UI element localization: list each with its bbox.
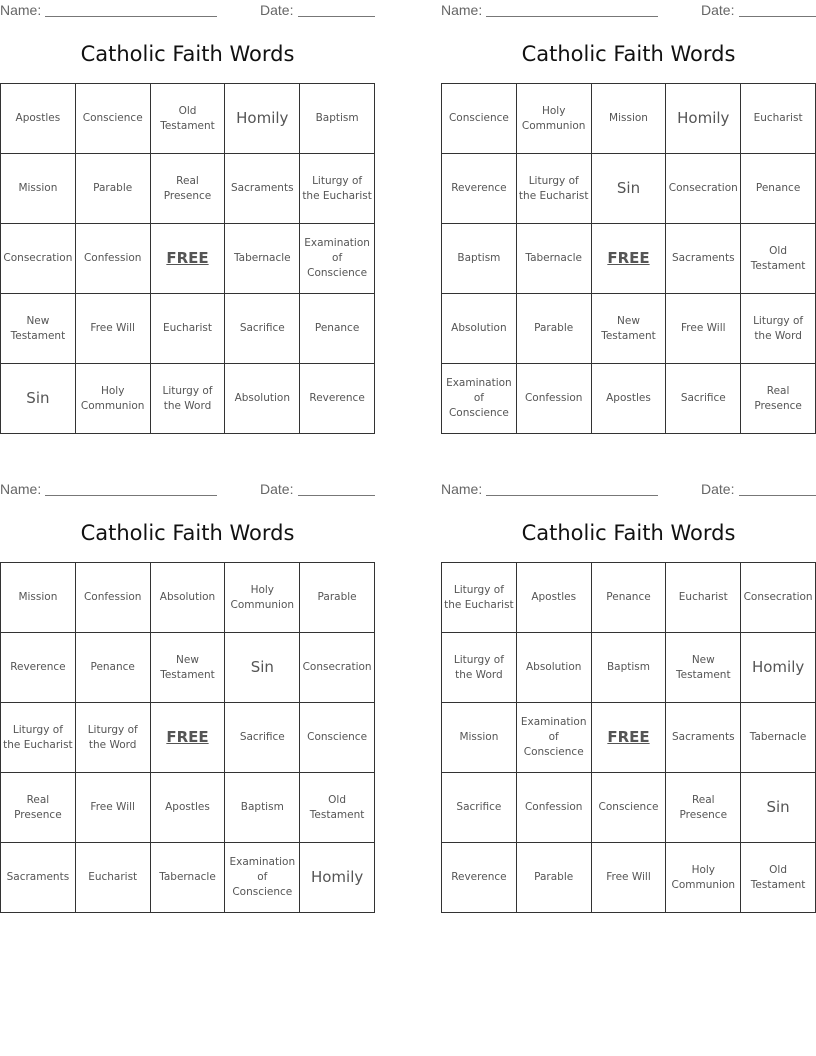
word-cell: Baptism — [300, 84, 375, 154]
word-cell: Apostles — [592, 364, 667, 434]
word-cell: Conscience — [442, 84, 517, 154]
word-cell: Examination of Conscience — [225, 843, 300, 913]
word-cell: Absolution — [225, 364, 300, 434]
word-cell: Liturgy of the Word — [741, 294, 816, 364]
word-cell: Liturgy of the Word — [442, 633, 517, 703]
word-cell: Holy Communion — [517, 84, 592, 154]
word-cell: Eucharist — [76, 843, 151, 913]
word-cell: Real Presence — [151, 154, 226, 224]
free-space-cell: FREE — [592, 224, 667, 294]
word-cell: Sacrifice — [666, 364, 741, 434]
word-cell: Mission — [592, 84, 667, 154]
word-cell: Sin — [225, 633, 300, 703]
word-cell: Old Testament — [741, 224, 816, 294]
name-label: Name: — [441, 481, 483, 497]
word-cell: Penance — [592, 563, 667, 633]
word-cell: Real Presence — [1, 773, 76, 843]
word-cell: Liturgy of the Word — [151, 364, 226, 434]
date-label: Date: — [260, 481, 294, 497]
word-cell: Old Testament — [300, 773, 375, 843]
word-cell: Penance — [741, 154, 816, 224]
name-blank — [486, 16, 658, 17]
word-cell: Old Testament — [741, 843, 816, 913]
word-cell: Sin — [741, 773, 816, 843]
word-cell: Reverence — [1, 633, 76, 703]
word-cell: Holy Communion — [225, 563, 300, 633]
name-blank — [486, 495, 658, 496]
word-cell: Liturgy of the Eucharist — [1, 703, 76, 773]
word-cell: Confession — [517, 364, 592, 434]
word-cell: New Testament — [666, 633, 741, 703]
word-cell: Parable — [76, 154, 151, 224]
word-cell: Old Testament — [151, 84, 226, 154]
word-cell: Homily — [666, 84, 741, 154]
word-cell: Consecration — [666, 154, 741, 224]
word-cell: Consecration — [741, 563, 816, 633]
word-cell: Mission — [1, 563, 76, 633]
word-cell: Sacraments — [666, 703, 741, 773]
word-cell: Liturgy of the Eucharist — [300, 154, 375, 224]
date-label: Date: — [701, 481, 735, 497]
name-label: Name: — [0, 481, 42, 497]
word-cell: Parable — [300, 563, 375, 633]
word-cell: Mission — [442, 703, 517, 773]
card-title: Catholic Faith Words — [80, 521, 295, 545]
word-cell: Sacrifice — [442, 773, 517, 843]
word-cell: Free Will — [76, 773, 151, 843]
date-blank — [739, 16, 816, 17]
word-cell: Confession — [517, 773, 592, 843]
word-cell: Sacraments — [1, 843, 76, 913]
word-cell: Eucharist — [741, 84, 816, 154]
word-cell: Reverence — [442, 154, 517, 224]
word-cell: Examination of Conscience — [442, 364, 517, 434]
bingo-grid — [0, 83, 375, 434]
word-cell: Real Presence — [666, 773, 741, 843]
free-space-cell: FREE — [151, 703, 226, 773]
word-cell: Tabernacle — [741, 703, 816, 773]
word-cell: Liturgy of the Eucharist — [442, 563, 517, 633]
word-cell: Sacraments — [666, 224, 741, 294]
word-cell: Absolution — [442, 294, 517, 364]
free-space-cell: FREE — [592, 703, 667, 773]
word-cell: Consecration — [300, 633, 375, 703]
name-label: Name: — [441, 2, 483, 18]
word-cell: Sacrifice — [225, 703, 300, 773]
word-cell: Absolution — [151, 563, 226, 633]
name-date-line — [0, 479, 375, 501]
word-cell: Liturgy of the Word — [76, 703, 151, 773]
word-cell: Mission — [1, 154, 76, 224]
word-cell: Apostles — [1, 84, 76, 154]
word-cell: Penance — [300, 294, 375, 364]
name-date-line — [0, 0, 375, 22]
word-cell: Sacrifice — [225, 294, 300, 364]
word-cell: Confession — [76, 563, 151, 633]
word-cell: Real Presence — [741, 364, 816, 434]
name-date-line — [441, 0, 816, 22]
word-cell: Tabernacle — [517, 224, 592, 294]
word-cell: Holy Communion — [76, 364, 151, 434]
word-cell: Homily — [300, 843, 375, 913]
word-cell: Conscience — [76, 84, 151, 154]
bingo-grid — [0, 562, 375, 913]
word-cell: Sin — [1, 364, 76, 434]
word-cell: Apostles — [517, 563, 592, 633]
bingo-grid — [441, 562, 816, 913]
word-cell: Apostles — [151, 773, 226, 843]
word-cell: Parable — [517, 843, 592, 913]
word-cell: Liturgy of the Eucharist — [517, 154, 592, 224]
word-cell: Free Will — [76, 294, 151, 364]
word-cell: Reverence — [300, 364, 375, 434]
word-cell: Examination of Conscience — [517, 703, 592, 773]
word-cell: Absolution — [517, 633, 592, 703]
date-blank — [298, 495, 375, 496]
word-cell: Conscience — [300, 703, 375, 773]
free-space-cell: FREE — [151, 224, 226, 294]
name-blank — [45, 16, 217, 17]
card-title: Catholic Faith Words — [80, 42, 295, 66]
name-date-line — [441, 479, 816, 501]
date-blank — [739, 495, 816, 496]
word-cell: Homily — [741, 633, 816, 703]
word-cell: Conscience — [592, 773, 667, 843]
word-cell: Tabernacle — [151, 843, 226, 913]
word-cell: Holy Communion — [666, 843, 741, 913]
word-cell: Consecration — [1, 224, 76, 294]
word-cell: Examination of Conscience — [300, 224, 375, 294]
word-cell: Eucharist — [666, 563, 741, 633]
date-label: Date: — [260, 2, 294, 18]
card-title: Catholic Faith Words — [521, 521, 736, 545]
bingo-grid — [441, 83, 816, 434]
word-cell: New Testament — [151, 633, 226, 703]
name-label: Name: — [0, 2, 42, 18]
name-blank — [45, 495, 217, 496]
word-cell: Baptism — [442, 224, 517, 294]
word-cell: Homily — [225, 84, 300, 154]
date-blank — [298, 16, 375, 17]
word-cell: Eucharist — [151, 294, 226, 364]
card-title: Catholic Faith Words — [521, 42, 736, 66]
word-cell: Free Will — [666, 294, 741, 364]
word-cell: Reverence — [442, 843, 517, 913]
word-cell: Confession — [76, 224, 151, 294]
word-cell: Parable — [517, 294, 592, 364]
word-cell: Free Will — [592, 843, 667, 913]
word-cell: Baptism — [592, 633, 667, 703]
word-cell: Tabernacle — [225, 224, 300, 294]
word-cell: New Testament — [592, 294, 667, 364]
word-cell: Sacraments — [225, 154, 300, 224]
word-cell: New Testament — [1, 294, 76, 364]
date-label: Date: — [701, 2, 735, 18]
word-cell: Sin — [592, 154, 667, 224]
word-cell: Penance — [76, 633, 151, 703]
word-cell: Baptism — [225, 773, 300, 843]
